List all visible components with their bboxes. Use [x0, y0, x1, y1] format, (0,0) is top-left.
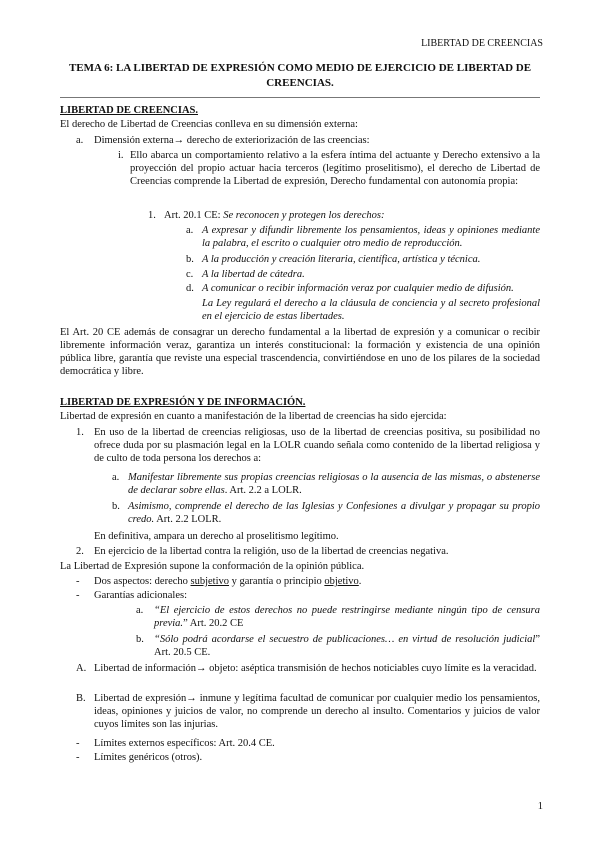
section-intro: Libertad de expresión en cuanto a manifestación de la libertad de creencias ha sido ejercida: — [60, 411, 447, 422]
list-item-text: Libertad de información→ objeto: aséptica transmisión de hechos noticiables cuyo límite es la veracidad. — [94, 663, 537, 674]
dash-marker: - — [76, 576, 80, 587]
list-marker: 1. — [148, 210, 156, 221]
list-item-text: Libertad de expresión→ inmune y legítima facultad de comunicar por cualquier medio los pensamientos, ideas, opiniones y juicios de valor, no comprende un derecho al insulto. Comentarios y juicios de valor cuyos límites son las injurias. — [94, 693, 540, 730]
article-reference — [164, 209, 384, 222]
section-intro: El derecho de Libertad de Creencias conlleva en su dimensión externa: — [60, 119, 358, 130]
list-marker: c. — [186, 269, 194, 280]
list-item-text — [94, 575, 361, 588]
list-marker: A. — [76, 663, 87, 674]
list-marker: b. — [112, 501, 120, 512]
dash-marker: - — [76, 738, 80, 749]
list-item-text — [154, 633, 540, 659]
article-label: ” Art. 20.5 CE. — [154, 634, 540, 658]
list-item-text: Límites externos específicos: Art. 20.4 CE. — [94, 738, 275, 749]
section-heading-creencias: LIBERTAD DE CREENCIAS. — [60, 105, 199, 116]
list-marker: d. — [186, 283, 194, 294]
paragraph: Ello abarca un comportamiento relativo a la esfera íntima del actuante y Derecho extensivo a la proyección del propio actuar hacia terceros (legítimo proselitismo), el derecho de Libertad de Creencias comprende la Libertad de expresión, Derecho fundamental con autonomía propia: — [130, 150, 540, 187]
list-item-text — [128, 471, 540, 497]
list-marker: b. — [136, 634, 144, 645]
list-marker: 2. — [76, 546, 84, 557]
text-run: . — [358, 576, 362, 587]
list-item-text: En ejercicio de la libertad contra la religión, uso de la libertad de creencias negativa. — [94, 546, 449, 557]
list-item-text: A la libertad de cátedra. — [202, 269, 305, 280]
list-item-text: A comunicar o recibir información veraz por cualquier medio de difusión. — [202, 283, 514, 294]
list-marker: a. — [76, 135, 84, 146]
list-item-text: Garantías adicionales: — [94, 590, 188, 601]
paragraph: La Libertad de Expresión supone la conformación de la opinión pública. — [60, 561, 365, 572]
dash-marker: - — [76, 590, 80, 601]
quoted-text: “Sólo podrá acordarse el secuestro de publicaciones… en virtud de resolución judicial — [154, 634, 536, 645]
article-label: ” Art. 20.2 CE — [183, 618, 244, 629]
list-marker: i. — [118, 150, 124, 161]
title-divider — [60, 97, 540, 98]
list-item-text: En uso de la libertad de creencias religiosas, uso de la libertad de creencias positiva, su posibilidad no ofrece duda por su plasmación legal en la LOLR cuando señala como contenido de la libertad religiosa y de culto de toda persona los derechos a: — [94, 427, 540, 464]
underlined-term: objetivo — [324, 576, 359, 587]
section-heading-expresion: LIBERTAD DE EXPRESIÓN Y DE INFORMACIÓN. — [60, 397, 306, 408]
law-note: La Ley regulará el derecho a la cláusula de conciencia y al secreto profesional en el ejercicio de estas libertades. — [202, 298, 540, 322]
paragraph: El Art. 20 CE además de consagrar un derecho fundamental a la libertad de expresión y a comunicar o recibir libremente información veraz, garantiza un interés constitucional: la formación y existencia de una opinión pública libre, garantía que reviste una especial trascendencia, convirtiéndose en uno de los pilares de la sociedad democrática y libre. — [60, 327, 540, 377]
quoted-text: Manifestar libremente sus propias creencias religiosas o la ausencia de las mismas, o abstenerse de declarar sobre ellas — [128, 472, 540, 496]
quoted-text: Asimismo, comprende el derecho de las Iglesias y Confesiones a divulgar y propagar su propio credo. — [128, 501, 540, 525]
list-marker: B. — [76, 693, 86, 704]
quoted-text: Se reconocen y protegen los derechos: — [223, 210, 385, 221]
list-item-text: A la producción y creación literaria, científica, artística y técnica. — [202, 254, 481, 265]
list-marker: b. — [186, 254, 194, 265]
list-item-text: Dimensión externa→ derecho de exteriorización de las creencias: — [94, 135, 370, 146]
text-run: Dos aspectos: derecho — [94, 576, 191, 587]
list-marker: 1. — [76, 427, 84, 438]
list-marker: a. — [112, 472, 120, 483]
dash-marker: - — [76, 752, 80, 763]
list-item-text — [154, 604, 540, 630]
list-marker: a. — [186, 225, 194, 236]
page-number: 1 — [537, 801, 543, 812]
running-header: LIBERTAD DE CREENCIAS — [421, 38, 543, 49]
list-item-text: A expresar y difundir libremente los pensamientos, ideas y opiniones mediante la palabra, el escrito o cualquier otro medio de reproducción. — [202, 225, 540, 249]
text-run: y garantía o principio — [229, 576, 325, 587]
list-item-text — [128, 500, 540, 526]
list-marker: a. — [136, 605, 144, 616]
quoted-text: “El ejercicio de estos derechos no puede restringirse mediante ningún tipo de censura previa. — [154, 605, 540, 629]
article-label: . Art. 2.2 a LOLR. — [224, 485, 302, 496]
article-label: Art. 20.1 CE: — [164, 210, 224, 221]
article-label: Art. 2.2 LOLR. — [156, 514, 222, 525]
underlined-term: subjetivo — [190, 576, 230, 587]
paragraph: En definitiva, ampara un derecho al proselitismo legítimo. — [94, 531, 339, 542]
list-item-text: Límites genéricos (otros). — [94, 752, 203, 763]
document-title: TEMA 6: LA LIBERTAD DE EXPRESIÓN COMO MEDIO DE EJERCICIO DE LIBERTAD DE CREENCIAS. — [68, 62, 532, 89]
